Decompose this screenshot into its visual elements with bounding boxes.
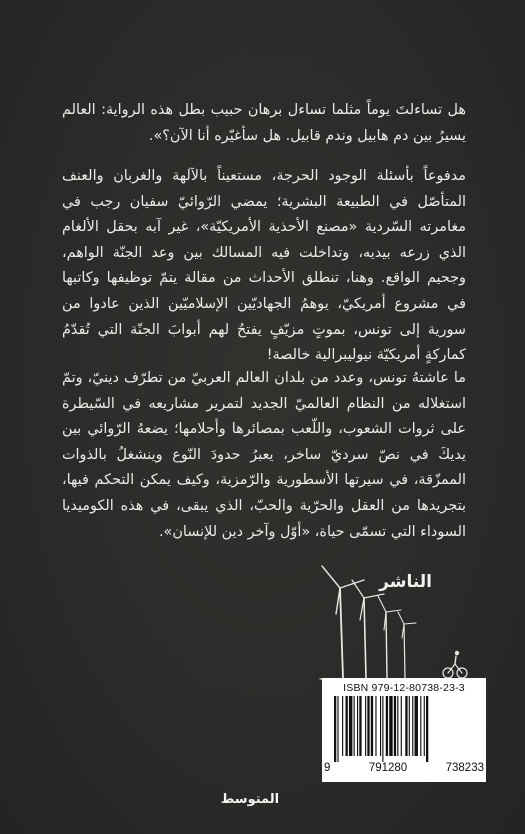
publisher-label: الناشر [379,572,432,592]
barcode-digit-group-right: 738233 [445,762,484,774]
publisher-logo: المتوسط [220,792,280,807]
barcode-digit-group-left: 791280 [368,762,408,774]
barcode-bars [334,696,478,762]
blurb-text-3: ما عاشتهُ تونس، وعدد من بلدان العالم العربيّ من تطرّف دينيّ، وتمّ استغلاله من النظام العالميّ الجديد لتمرير مشاريعه في السّيطرة على ثروات الشعوب، واللّعب بمصائرها وأحلامها؛ يضعهُ الرّوائي بين يديكَ في نصّ سرديّ ساخر، يعبرُ حدودَ النّوع وينشغلُ بالذوات الممزّقة، في سيرتها الأسطورية والرّمزية، وكيف يمكن التحكم فيها، بتجريدها من العقل والحرّية والحبّ، الذي يبقى، في هذه الكوميديا السوداء التي تسمّى حياة، «أوّل وآخر دين للإنسان». [62,370,466,540]
blurb-paragraph-2 [62,164,466,369]
blurb-text-1: هل تساءلتَ يوماً مثلما تساءل برهان حبيب بطل هذه الرواية: العالم يسيرُ بين دم هابيل وندم قابيل. هل سأغيّره أنا الآن؟». [62,102,466,144]
isbn-number: ISBN 979-12-80738-23-3 [343,682,465,694]
isbn-barcode [322,678,486,782]
blurb-text-2: مدفوعاً بأسئلة الوجود الحرجة، مستعيناً بالآلهة والغربان والعنف المتأصّل في الطبيعة البشرية؛ يمضي الرّوائيّ سفيان رجب في مغامرته السّردية «مصنع الأحذية الأمريكيّة»، غير آبه بحقل الألغام الذي زرعه بيديه، وتداخلت فيه المسالك بين وعد الجنّة الواهم، وجحيم الواقع. وهنا، تنطلق الأحداث من مقالة يتمّ توظيفها وكاتبها في مشروع أمريكيّ، يوهمُ الجهاديّين الإسلاميّين الذين عادوا من سورية إلى تونس، بموتٍ مزيّفٍ يفتحُ لهم أبوابَ الجنّة التي تُقدّمُ كماركةٍ أمريكيّة نيوليبرالية خالصة! [62,168,466,364]
barcode-digits [324,762,484,774]
blurb-paragraph-1 [62,98,466,149]
blurb-paragraph-3 [62,366,466,545]
wind-turbines-illustration [300,560,478,690]
barcode-digit-prefix: 9 [324,762,331,774]
